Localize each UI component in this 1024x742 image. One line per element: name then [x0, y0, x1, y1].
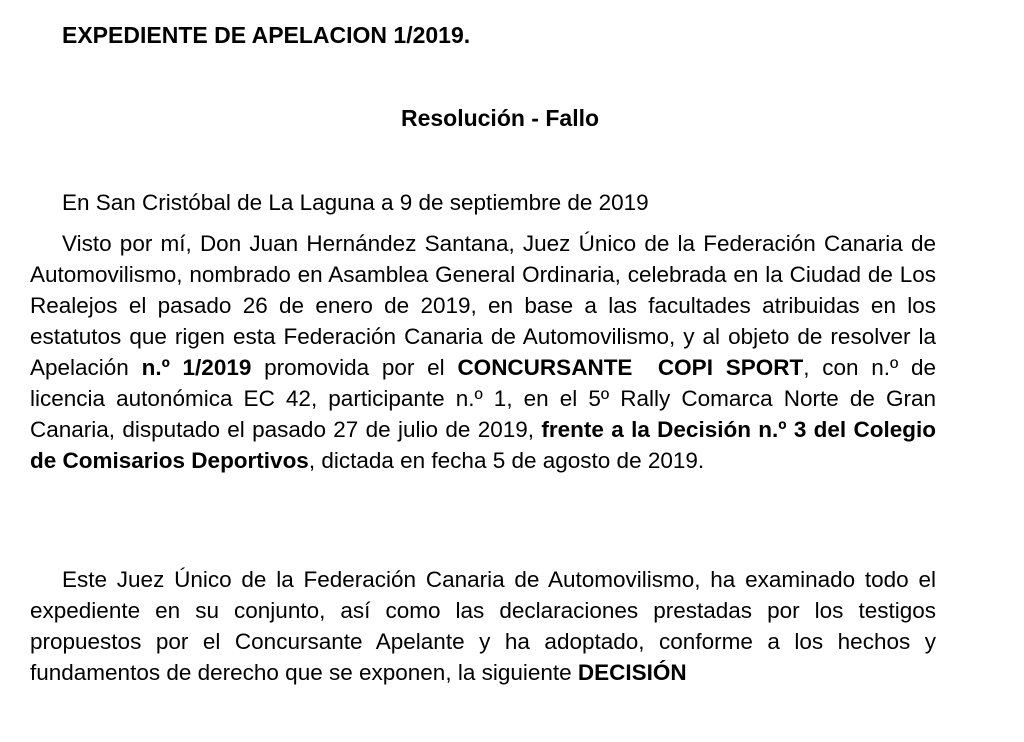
document-heading: EXPEDIENTE DE APELACION 1/2019. [62, 22, 471, 48]
decision-reference: frente a la Decisión n.º 3 del Colegio de Comisarios Deportivos [30, 417, 937, 473]
document-subheading: Resolución - Fallo [400, 105, 600, 131]
main-paragraph [30, 228, 936, 476]
main-paragraph-text-2: promovida por el [251, 355, 458, 380]
appeal-number: n.º 1/2019 [141, 355, 252, 380]
decision-label: DECISIÓN [577, 660, 687, 685]
exam-paragraph [30, 564, 936, 688]
appellant-name: CONCURSANTE COPI SPORT [457, 355, 804, 380]
main-paragraph-text-1: Visto por mí, Don Juan Hernández Santana, Juez Único de la Federación Canaria de Automovilismo, nombrado en Asamblea General Ordinaria, celebrada en la Ciudad de Los Realejos el pasado 26 de enero de 2019, en base a las facultades atribuidas en los estatutos que rigen esta Federación Canaria de Automovilismo, y al objeto de resolver la Apelación [30, 231, 936, 380]
main-paragraph-text-4: , dictada en fecha 5 de agosto de 2019. [308, 448, 705, 473]
exam-paragraph-text: Este Juez Único de la Federación Canaria de Automovilismo, ha examinado todo el expediente en su conjunto, así como las declaraciones prestadas por los testigos propuestos por el Concursante Apelante y ha adoptado, conforme a los hechos y fundamentos de derecho que se exponen, la siguiente [30, 567, 936, 685]
main-paragraph-text-3: , con n.º de licencia autonómica EC 42, participante n.º 1, en el 5º Rally Comarca Norte de Gran Canaria, disputado el pasado 27 de julio de 2019, [30, 355, 936, 442]
date-line: En San Cristóbal de La Laguna a 9 de septiembre de 2019 [62, 190, 649, 215]
